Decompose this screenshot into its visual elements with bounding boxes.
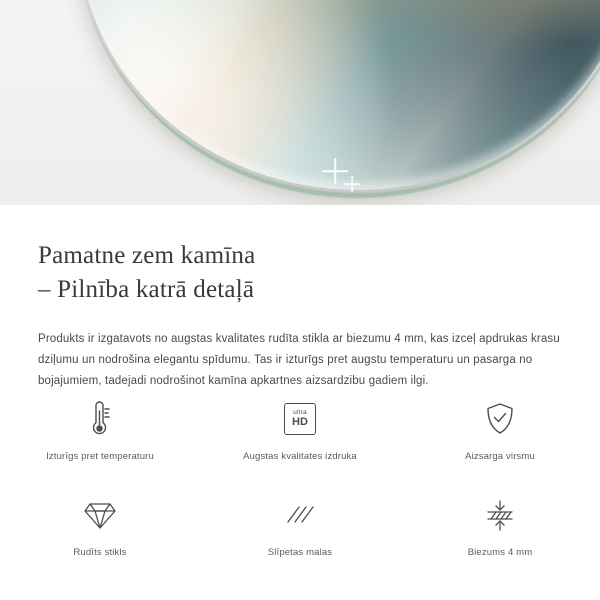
headline-line-2: – Pilnība katrā detaļā	[38, 276, 255, 303]
gold-vein	[138, 0, 417, 3]
text-content	[0, 205, 600, 392]
feature-item-print-quality	[200, 390, 400, 462]
marble-glass-panel	[78, 0, 600, 190]
feature-item-tempered-glass	[0, 486, 200, 558]
hero-image	[0, 0, 600, 205]
thermometer-icon	[83, 396, 117, 442]
polished-edges-icon	[282, 492, 318, 538]
feature-label: Izturīgs pret temperaturu	[46, 451, 154, 462]
feature-label: Augstas kvalitates izdruka	[243, 451, 357, 462]
feature-label: Biezums 4 mm	[467, 547, 533, 558]
feature-row-2	[0, 486, 600, 558]
feature-item-thickness	[400, 486, 600, 558]
feature-label: Rudīts stikls	[73, 547, 127, 558]
ultra-hd-bottom-label: HD	[292, 416, 308, 429]
feature-grid	[0, 390, 600, 558]
page-title	[38, 239, 508, 307]
thickness-icon	[482, 492, 518, 538]
headline-line-1: Pamatne zem kamīna	[38, 242, 256, 269]
shield-check-icon	[483, 396, 517, 442]
ultra-hd-icon	[284, 396, 316, 442]
feature-item-polished-edges	[200, 486, 400, 558]
feature-item-temperature	[0, 390, 200, 462]
feature-row-1	[0, 390, 600, 462]
diamond-icon	[82, 492, 118, 538]
feature-label: Aizsarga virsmu	[465, 451, 535, 462]
panel-rim	[78, 0, 600, 190]
feature-label: Slīpetas malas	[267, 547, 333, 558]
description-paragraph: Produkts ir izgatavots no augstas kvalitates rudīta stikla ar biezumu 4 mm, kas izceļ apdrukas krasu dziļumu un nodrošina elegantu spīdumu. Tas ir izturīgs pret augstu temperaturu un pasarga no bojajumiem, tadejadi nodrošinot kamīna apkartnes aizsardzibu gadiem ilgi.	[38, 333, 560, 387]
ultra-hd-top-label: ultra	[293, 408, 307, 416]
feature-item-surface-protection	[400, 390, 600, 462]
